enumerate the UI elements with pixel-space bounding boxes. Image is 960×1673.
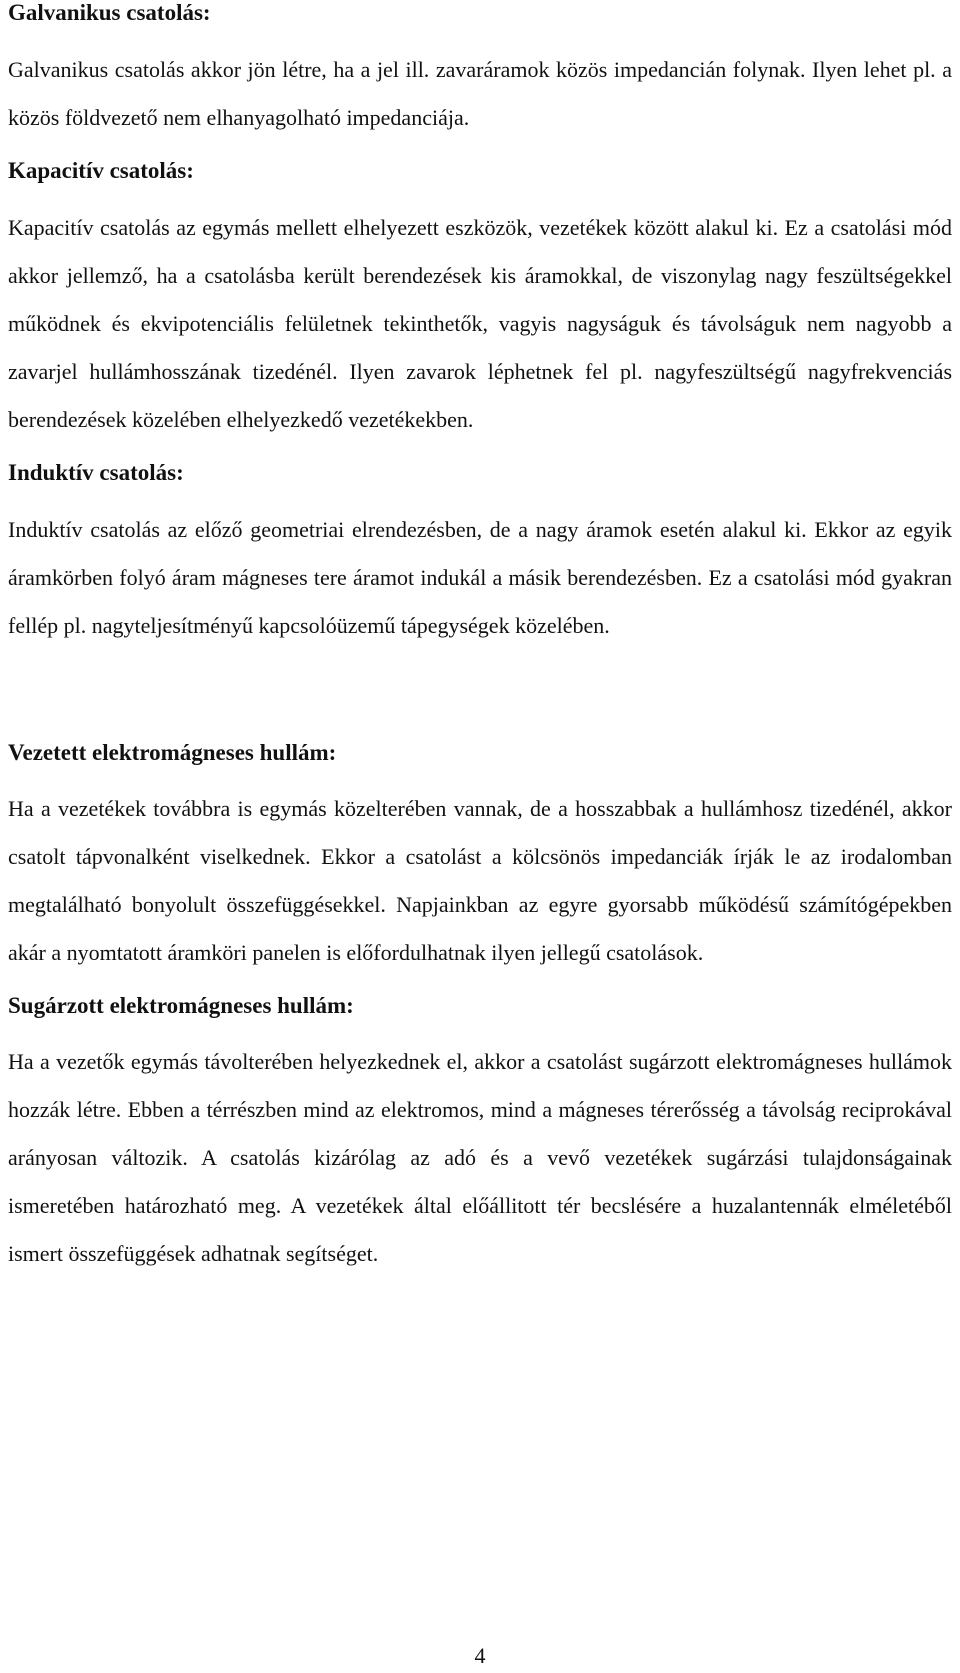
section-heading-galvanic: Galvanikus csatolás:	[8, 0, 211, 25]
section-paragraph-galvanic: Galvanikus csatolás akkor jön létre, ha a jel ill. zavaráramok közös impedancián folynak. Ilyen lehet pl. a közös földvezető nem elhanyagolható impedanciája.	[8, 57, 952, 130]
section-heading-capacitive: Kapacitív csatolás:	[8, 158, 194, 183]
section-paragraph-radiated-wave: Ha a vezetők egymás távolterében helyezkednek el, akkor a csatolást sugárzott elektromágneses hullámok hozzák létre. Ebben a térrészben mind az elektromos, mind a mágneses térerősség a távolság reciprokával arányosan változik. A csatolás kizárólag az adó és a vevő vezetékek sugárzási tulajdonságainak ismeretében határozható meg. A vezetékek által előállitott tér becslésére a huzalantennák elméletéből ismert összefüggések adhatnak segítséget.	[8, 1049, 952, 1266]
section-heading-conducted-wave: Vezetett elektromágneses hullám:	[8, 740, 337, 765]
section-paragraph-capacitive: Kapacitív csatolás az egymás mellett elhelyezett eszközök, vezetékek között alakul ki. Ez a csatolási mód akkor jellemző, ha a csatolásba került berendezések kis áramokkal, de viszonylag nagy feszültségekkel működnek és ekvipotenciális felületnek tekinthetők, vagyis nagyságuk és távolságuk nem nagyobb a zavarjel hullámhosszának tizedénél. Ilyen zavarok léphetnek fel pl. nagyfeszültségű nagyfrekvenciás berendezések közelében elhelyezkedő vezetékekben.	[8, 215, 952, 432]
section-heading-radiated-wave: Sugárzott elektromágneses hullám:	[8, 993, 354, 1018]
section-paragraph-conducted-wave: Ha a vezetékek továbbra is egymás közelterében vannak, de a hosszabbak a hullámhosz tizedénél, akkor csatolt tápvonalként viselkednek. Ekkor a csatolást a kölcsönös impedanciák írják le az irodalomban megtalálható bonyolult összefüggésekkel. Napjainkban az egyre gyorsabb működésű számítógépekben akár a nyomtatott áramköri panelen is előfordulhatnak ilyen jellegű csatolások.	[8, 796, 952, 965]
page-content	[8, 0, 952, 1278]
section-paragraph-inductive: Induktív csatolás az előző geometriai elrendezésben, de a nagy áramok esetén alakul ki. Ekkor az egyik áramkörben folyó áram mágneses tere áramot indukál a másik berendezésben. Ez a csatolási mód gyakran fellép pl. nagyteljesítményű kapcsolóüzemű tápegységek közelében.	[8, 517, 952, 638]
page-number: 4	[474, 1643, 486, 1668]
section-heading-inductive: Induktív csatolás:	[8, 460, 184, 485]
